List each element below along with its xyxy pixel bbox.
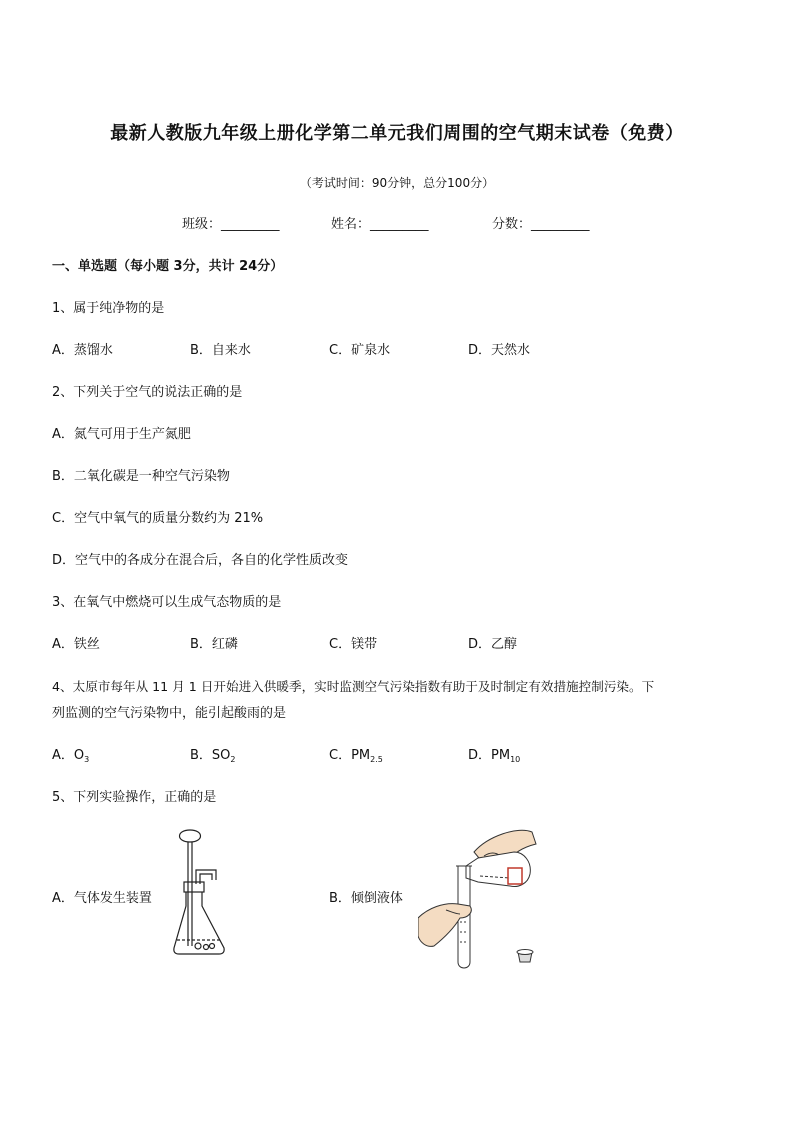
question-5-stem: 5、下列实验操作，正确的是 xyxy=(52,790,217,805)
score-field: 分数：_________ xyxy=(492,217,590,232)
question-4-stem-line-2: 列监测的空气污染物中，能引起酸雨的是 xyxy=(52,706,287,721)
question-1-option-b: B．自来水 xyxy=(190,343,251,358)
question-3-stem: 3、在氧气中燃烧可以生成气态物质的是 xyxy=(52,595,282,610)
question-2-option-c: C．空气中氧气的质量分数约为 21% xyxy=(52,511,264,526)
question-4-option-a: A．$O_3$ xyxy=(52,748,90,764)
question-1-option-d: D．天然水 xyxy=(468,343,531,358)
question-4-option-c: C．$PM_{2.5}$ xyxy=(329,748,383,764)
exam-subtitle: （考试时间：90分钟，总分100分） xyxy=(299,176,495,190)
question-4-option-b: B．$SO_2$ xyxy=(190,748,236,764)
gas-generator-apparatus-illustration xyxy=(168,828,234,960)
question-1-option-c: C．矿泉水 xyxy=(329,343,391,358)
question-3-option-c: C．镁带 xyxy=(329,637,378,652)
page-title: 最新人教版九年级上册化学第二单元我们周围的空气期末试卷（免费） xyxy=(110,123,684,144)
class-field: 班级：_________ xyxy=(182,217,280,232)
question-3-option-d: D．乙醇 xyxy=(468,637,518,652)
name-field: 姓名：_________ xyxy=(331,217,429,232)
question-3-option-a: A．铁丝 xyxy=(52,637,100,652)
section-heading: 一、单选题（每小题 3分，共计 24分） xyxy=(52,259,284,274)
question-4-stem-line-1: 4、太原市每年从 11 月 1 日开始进入供暖季，实时监测空气污染指数有助于及时制定有效措施控制污染。下 xyxy=(52,679,655,694)
question-4-option-d: D．$PM_{10}$ xyxy=(468,748,521,764)
question-2-stem: 2、下列关于空气的说法正确的是 xyxy=(52,385,243,400)
question-5-option-b: B．倾倒液体 xyxy=(329,891,403,906)
question-1-stem: 1、属于纯净物的是 xyxy=(52,301,165,316)
question-1-option-a: A．蒸馏水 xyxy=(52,343,113,358)
pouring-liquid-illustration xyxy=(418,822,554,974)
question-2-option-d: D．空气中的各成分在混合后，各自的化学性质改变 xyxy=(52,553,349,568)
question-3-option-b: B．红磷 xyxy=(190,637,238,652)
question-2-option-a: A．氮气可用于生产氮肥 xyxy=(52,427,191,442)
question-2-option-b: B．二氧化碳是一种空气污染物 xyxy=(52,469,230,484)
question-5-option-a: A．气体发生装置 xyxy=(52,891,152,906)
